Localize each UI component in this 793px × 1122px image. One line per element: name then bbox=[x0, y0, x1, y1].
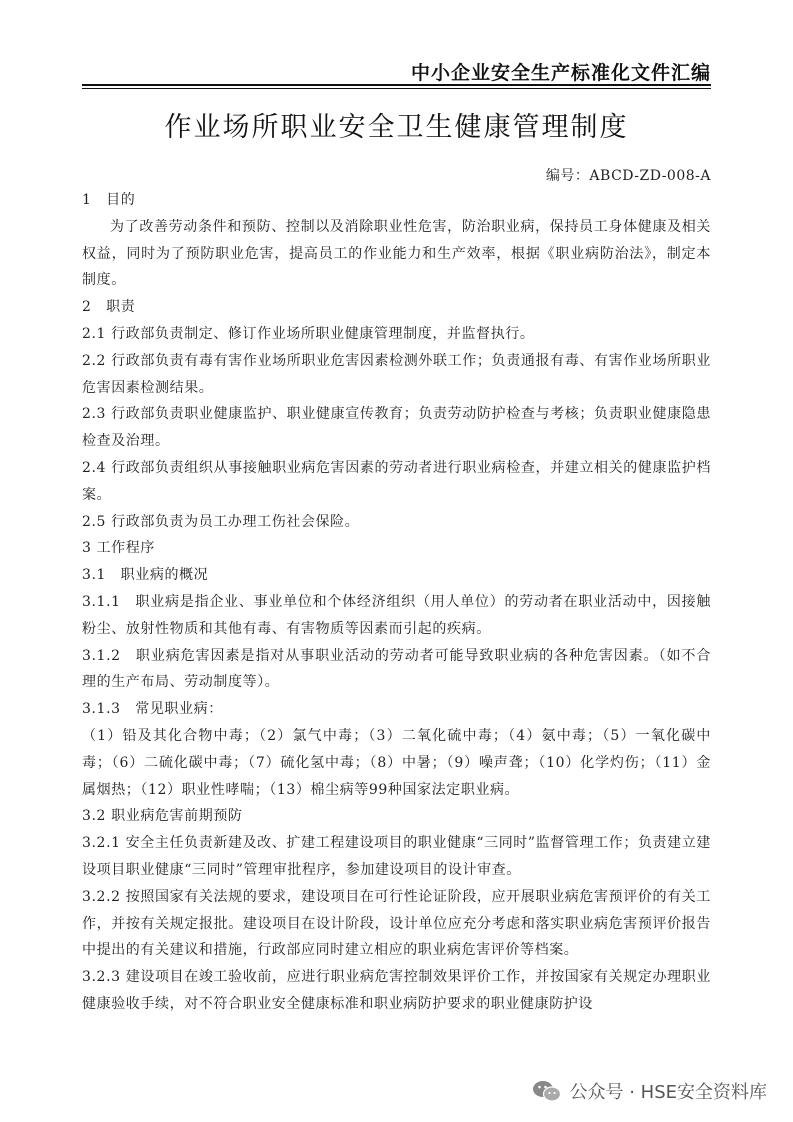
document-number: 编号：ABCD-ZD-008-A bbox=[545, 168, 711, 184]
subsection-heading: 3.2 职业病危害前期预防 bbox=[82, 808, 243, 825]
subsection-heading: 3.1 职业病的概况 bbox=[82, 567, 209, 584]
paragraph: 3.1.1 职业病是指企业、事业单位和个体经济组织（用人单位）的劳动者在职业活动中，因接触粉尘、放射性物质和其他有毒、有害物质等因素而引起的疾病。 bbox=[82, 593, 711, 637]
paragraph: 2.3 行政部负责职业健康监护、职业健康宣传教育；负责劳动防护检查与考核；负责职业健康隐患检查及治理。 bbox=[82, 406, 711, 450]
paragraph: 2.5 行政部负责为员工办理工伤社会保险。 bbox=[82, 513, 360, 530]
section-heading: 1 目的 bbox=[82, 192, 136, 208]
paragraph: 3.1.2 职业病危害因素是指对从事职业活动的劳动者可能导致职业病的各种危害因素。（如不合理的生产布局、劳动制度等）。 bbox=[82, 647, 711, 691]
header-divider bbox=[82, 84, 711, 86]
paragraph: 3.2.1 安全主任负责新建及改、扩建工程建设项目的职业健康“三同时”监督管理工作；负责建立建设项目职业健康“三同时”管理审批程序，参加建设项目的设计审查。 bbox=[82, 835, 711, 878]
paragraph: 3.2.2 按照国家有关法规的要求，建设项目在可行性论证阶段，应开展职业病危害预评价的有关工作，并按有关规定报批。建设项目在设计阶段，设计单位应充分考虑和落实职业病危害预评价报告中提出的有关建议和措施，行政部应同时建立相应的职业病危害评价等档案。 bbox=[82, 888, 711, 959]
paragraph: 2.2 行政部负责有毒有害作业场所职业危害因素检测外联工作；负责通报有毒、有害作业场所职业危害因素检测结果。 bbox=[82, 352, 711, 396]
document-body bbox=[82, 187, 711, 1018]
paragraph: 3.1.3 常见职业病： bbox=[82, 701, 223, 718]
document-title: 作业场所职业安全卫生健康管理制度 bbox=[164, 112, 629, 143]
wechat-icon bbox=[532, 1079, 562, 1103]
paragraph: 2.4 行政部负责组织从事接触职业病危害因素的劳动者进行职业病检查，并建立相关的健康监护档案。 bbox=[82, 459, 711, 503]
paragraph: 3.2.3 建设项目在竣工验收前，应进行职业病危害控制效果评价工作，并按国家有关规定办理职业健康验收手续，对不符合职业安全健康标准和职业病防护要求的职业健康防护设 bbox=[82, 969, 711, 1012]
section-heading: 2 职责 bbox=[82, 299, 136, 316]
section-heading: 3 工作程序 bbox=[82, 540, 155, 557]
paragraph: 为了改善劳动条件和预防、控制以及消除职业性危害，防治职业病，保持员工身体健康及相关权益，同时为了预防职业危害，提高员工的作业能力和生产效率，根据《职业病防治法》，制定本制度。 bbox=[82, 218, 711, 289]
paragraph: 2.1 行政部负责制定、修订作业场所职业健康管理制度，并监督执行。 bbox=[82, 325, 535, 342]
watermark-text: 公众号 · HSE安全资料库 bbox=[569, 1082, 767, 1103]
watermark bbox=[532, 1078, 768, 1104]
header-divider-thin bbox=[82, 88, 711, 89]
paragraph: （1）铅及其化合物中毒；（2）氯气中毒；（3）二氧化硫中毒；（4）氨中毒；（5）一氧化碳中毒；（6）二硫化碳中毒；（7）硫化氢中毒；（8）中暑；（9）噪声聋；（10）化学灼伤；（11）金属烟热；（12）职业性哮喘；（13）棉尘病等99种国家法定职业病。 bbox=[82, 727, 711, 798]
header-title: 中小企业安全生产标准化文件汇编 bbox=[410, 62, 711, 84]
